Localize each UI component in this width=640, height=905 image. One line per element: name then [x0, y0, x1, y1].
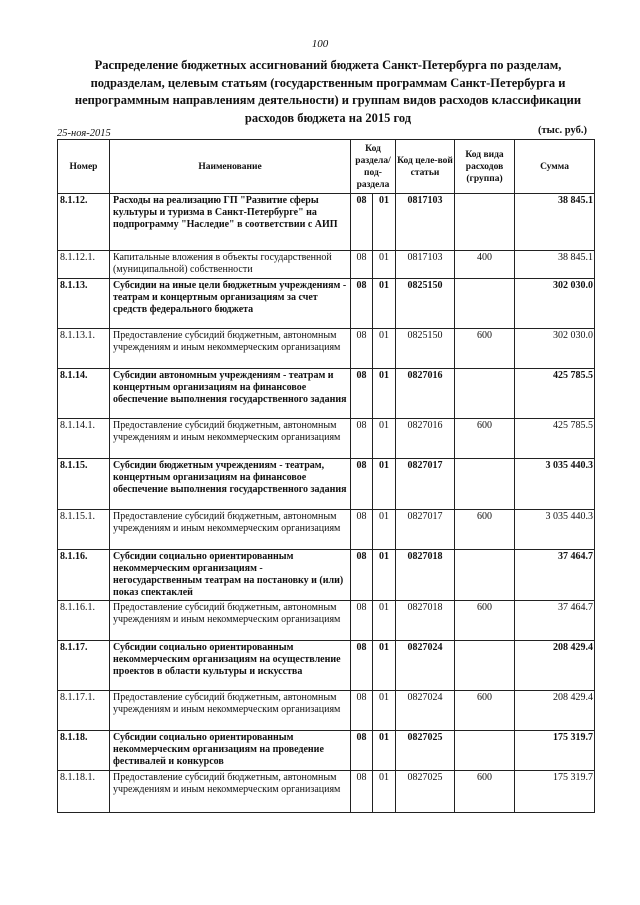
header-type: Код вида расходов (группа)	[455, 140, 515, 194]
row-section: 08	[351, 329, 373, 369]
row-article: 0827025	[396, 771, 455, 813]
row-name: Предоставление субсидий бюджетным, автономным учреждениям и иным некоммерческим организациям	[110, 771, 351, 813]
row-name: Субсидии бюджетным учреждениям - театрам, концертным организациям на финансовое обеспечение выполнения государственного задания	[110, 459, 351, 510]
row-sum: 37 464.7	[515, 550, 595, 601]
row-name: Субсидии автономным учреждениям - театрам и концертным организациям на финансовое обеспечение выполнения государственного задания	[110, 369, 351, 419]
row-sum: 208 429.4	[515, 641, 595, 691]
document-date: 25-ноя-2015	[57, 128, 111, 139]
row-article: 0827017	[396, 510, 455, 550]
row-name: Субсидии социально ориентированным некоммерческим организациям на проведение фестивалей и конкурсов	[110, 731, 351, 771]
table-row	[58, 691, 595, 731]
row-section: 08	[351, 369, 373, 419]
row-number: 8.1.12.1.	[58, 251, 110, 279]
page-number: 100	[311, 38, 329, 50]
row-name: Капитальные вложения в объекты государственной (муниципальной) собственности	[110, 251, 351, 279]
row-name: Субсидии социально ориентированным некоммерческим организациям - негосударственным театрам на постановку и (или) показ спектаклей	[110, 550, 351, 601]
row-expense-type	[455, 641, 515, 691]
row-expense-type	[455, 194, 515, 251]
table-row	[58, 510, 595, 550]
row-subsection: 01	[373, 731, 396, 771]
row-sum: 37 464.7	[515, 601, 595, 641]
row-subsection: 01	[373, 251, 396, 279]
row-expense-type: 400	[455, 251, 515, 279]
header-number: Номер	[58, 140, 110, 194]
row-section: 08	[351, 459, 373, 510]
row-subsection: 01	[373, 279, 396, 329]
row-expense-type: 600	[455, 329, 515, 369]
row-section: 08	[351, 251, 373, 279]
row-expense-type: 600	[455, 601, 515, 641]
row-subsection: 01	[373, 771, 396, 813]
table-row	[58, 771, 595, 813]
row-article: 0817103	[396, 251, 455, 279]
row-name: Предоставление субсидий бюджетным, автономным учреждениям и иным некоммерческим организациям	[110, 419, 351, 459]
row-number: 8.1.18.1.	[58, 771, 110, 813]
row-section: 08	[351, 510, 373, 550]
table-row	[58, 550, 595, 601]
header-article: Код целе-вой статьи	[396, 140, 455, 194]
table-row	[58, 601, 595, 641]
row-name: Предоставление субсидий бюджетным, автономным учреждениям и иным некоммерческим организациям	[110, 601, 351, 641]
header-name: Наименование	[110, 140, 351, 194]
document-title: Распределение бюджетных ассигнований бюджета Санкт-Петербурга по разделам, подразделам, целевым статьям (государственным программам Санкт-Петербурга и непрограммным направлениям деятельности) и группам видов расходов классификации расходов бюджета на 2015 год	[74, 58, 582, 125]
row-expense-type: 600	[455, 691, 515, 731]
row-section: 08	[351, 691, 373, 731]
row-sum: 175 319.7	[515, 731, 595, 771]
row-expense-type: 600	[455, 419, 515, 459]
table-row	[58, 459, 595, 510]
row-section: 08	[351, 279, 373, 329]
row-section: 08	[351, 550, 373, 601]
row-article: 0827018	[396, 550, 455, 601]
table-body	[58, 194, 595, 813]
header-sum: Сумма	[515, 140, 595, 194]
row-number: 8.1.17.1.	[58, 691, 110, 731]
row-subsection: 01	[373, 459, 396, 510]
table-row	[58, 251, 595, 279]
row-number: 8.1.18.	[58, 731, 110, 771]
table-header-row	[58, 140, 595, 194]
row-article: 0817103	[396, 194, 455, 251]
row-number: 8.1.14.1.	[58, 419, 110, 459]
row-sum: 175 319.7	[515, 771, 595, 813]
row-subsection: 01	[373, 641, 396, 691]
row-number: 8.1.14.	[58, 369, 110, 419]
row-expense-type: 600	[455, 510, 515, 550]
row-article: 0827024	[396, 641, 455, 691]
row-article: 0827016	[396, 419, 455, 459]
table-row	[58, 369, 595, 419]
table-row	[58, 329, 595, 369]
row-subsection: 01	[373, 691, 396, 731]
row-sum: 208 429.4	[515, 691, 595, 731]
row-subsection: 01	[373, 550, 396, 601]
row-expense-type	[455, 369, 515, 419]
row-subsection: 01	[373, 194, 396, 251]
row-article: 0827017	[396, 459, 455, 510]
row-name: Предоставление субсидий бюджетным, автономным учреждениям и иным некоммерческим организациям	[110, 510, 351, 550]
row-subsection: 01	[373, 419, 396, 459]
row-sum: 302 030.0	[515, 279, 595, 329]
row-sum: 425 785.5	[515, 419, 595, 459]
row-section: 08	[351, 419, 373, 459]
row-article: 0827016	[396, 369, 455, 419]
row-sum: 3 035 440.3	[515, 510, 595, 550]
row-number: 8.1.17.	[58, 641, 110, 691]
row-number: 8.1.13.1.	[58, 329, 110, 369]
row-subsection: 01	[373, 510, 396, 550]
row-expense-type	[455, 550, 515, 601]
row-number: 8.1.16.1.	[58, 601, 110, 641]
row-expense-type	[455, 731, 515, 771]
row-name: Предоставление субсидий бюджетным, автономным учреждениям и иным некоммерческим организациям	[110, 329, 351, 369]
row-section: 08	[351, 641, 373, 691]
header-section: Код раздела/ под-раздела	[351, 140, 396, 194]
row-subsection: 01	[373, 601, 396, 641]
row-expense-type: 600	[455, 771, 515, 813]
row-number: 8.1.16.	[58, 550, 110, 601]
row-name: Предоставление субсидий бюджетным, автономным учреждениям и иным некоммерческим организациям	[110, 691, 351, 731]
row-section: 08	[351, 194, 373, 251]
row-article: 0827018	[396, 601, 455, 641]
units-label: (тыс. руб.)	[538, 125, 587, 136]
row-section: 08	[351, 771, 373, 813]
row-article: 0827025	[396, 731, 455, 771]
row-sum: 3 035 440.3	[515, 459, 595, 510]
row-sum: 302 030.0	[515, 329, 595, 369]
row-number: 8.1.15.1.	[58, 510, 110, 550]
row-name: Субсидии социально ориентированным некоммерческим организациям на осуществление проектов в области культуры и искусства	[110, 641, 351, 691]
row-number: 8.1.15.	[58, 459, 110, 510]
table-row	[58, 731, 595, 771]
row-sum: 38 845.1	[515, 251, 595, 279]
row-subsection: 01	[373, 369, 396, 419]
row-name: Субсидии на иные цели бюджетным учреждениям - театрам и концертным организациям за счет средств федерального бюджета	[110, 279, 351, 329]
row-expense-type	[455, 279, 515, 329]
row-article: 0825150	[396, 329, 455, 369]
row-section: 08	[351, 601, 373, 641]
table-row	[58, 194, 595, 251]
row-number: 8.1.13.	[58, 279, 110, 329]
row-subsection: 01	[373, 329, 396, 369]
row-number: 8.1.12.	[58, 194, 110, 251]
row-name: Расходы на реализацию ГП "Развитие сферы культуры и туризма в Санкт-Петербурге" на подпрограмму "Наследие" в соответствии с АИП	[110, 194, 351, 251]
row-article: 0825150	[396, 279, 455, 329]
table-row	[58, 641, 595, 691]
row-article: 0827024	[396, 691, 455, 731]
row-sum: 425 785.5	[515, 369, 595, 419]
row-section: 08	[351, 731, 373, 771]
table-row	[58, 419, 595, 459]
table-row	[58, 279, 595, 329]
budget-table	[57, 139, 595, 813]
row-expense-type	[455, 459, 515, 510]
row-sum: 38 845.1	[515, 194, 595, 251]
